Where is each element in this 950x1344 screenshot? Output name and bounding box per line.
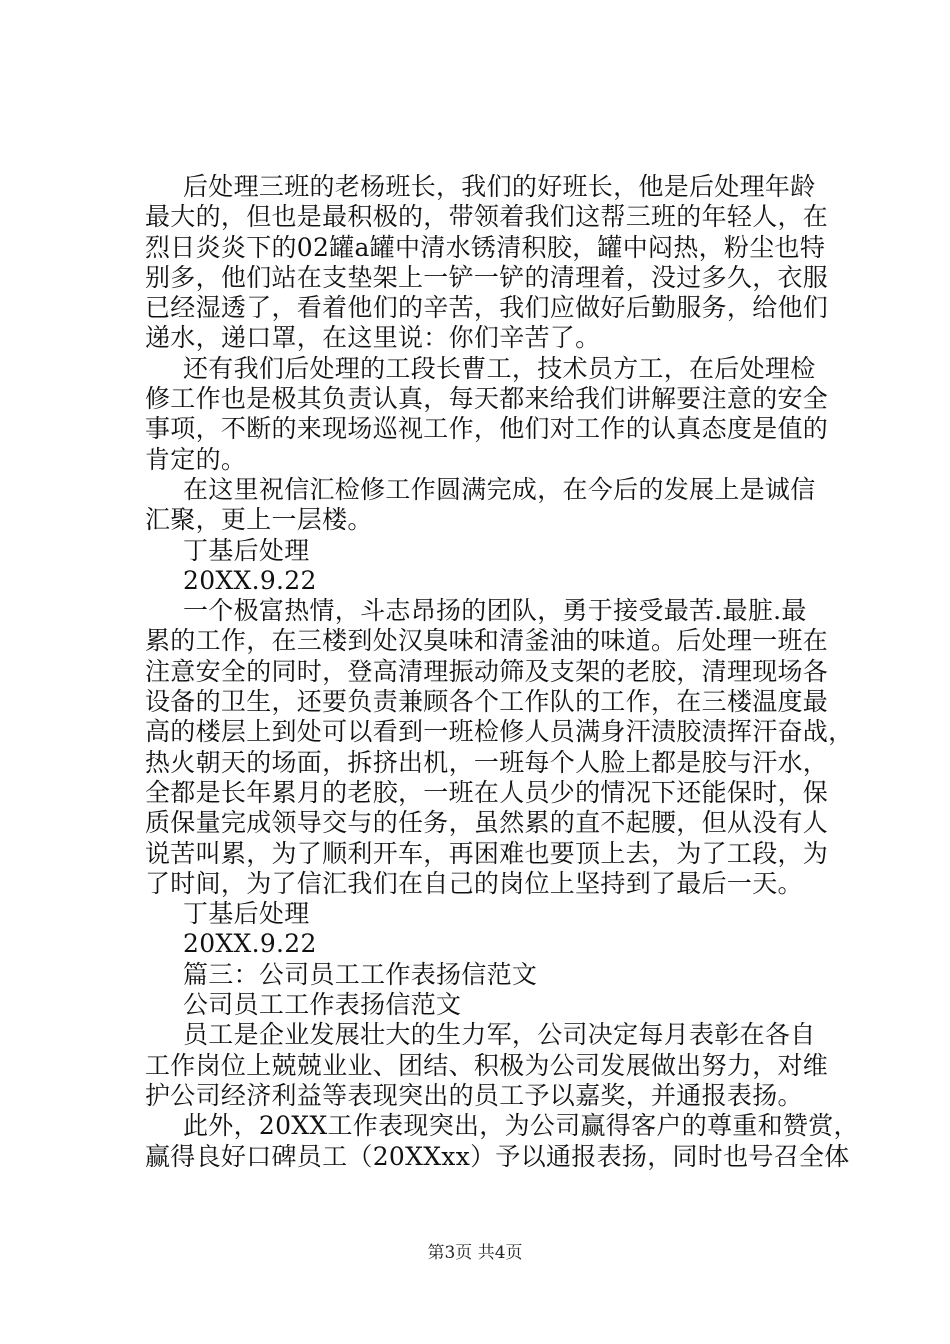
text-line: 事项，不断的来现场巡视工作，他们对工作的认真态度是值的 — [145, 414, 829, 444]
page-footer: 第3页 共4页 — [427, 1243, 523, 1263]
text-line: 篇三：公司员工工作表扬信范文 — [183, 959, 538, 989]
text-line: 别多，他们站在支垫架上一铲一铲的清理着，没过多久，衣服 — [145, 262, 829, 292]
text-line: 修工作也是极其负责认真，每天都来给我们讲解要注意的安全 — [145, 384, 829, 414]
text-line: 注意安全的同时，登高清理振动筛及支架的老胶，清理现场各 — [145, 656, 829, 686]
text-line: 此外，20XX工作表现突出，为公司赢得客户的尊重和赞赏， — [183, 1111, 859, 1141]
text-line: 20XX.9.22 — [183, 565, 317, 595]
text-line: 在这里祝信汇检修工作圆满完成，在今后的发展上是诚信 — [183, 474, 816, 504]
text-line: 最大的，但也是最积极的，带领着我们这帮三班的年轻人，在 — [145, 202, 829, 232]
text-line: 说苦叫累，为了顺利开车，再困难也要顶上去，为了工段，为 — [145, 838, 829, 868]
text-line: 汇聚，更上一层楼。 — [145, 505, 373, 535]
text-line: 递水，递口罩，在这里说：你们辛苦了。 — [145, 323, 601, 353]
text-line: 赢得良好口碑员工（20XXxx）予以通报表扬，同时也号召全体 — [145, 1141, 850, 1171]
text-line: 烈日炎炎下的02罐a罐中清水锈清积胶，罐中闷热，粉尘也特 — [145, 232, 826, 262]
text-line: 20XX.9.22 — [183, 929, 317, 959]
text-line: 设备的卫生，还要负责兼顾各个工作队的工作，在三楼温度最 — [145, 687, 829, 717]
document-body — [145, 172, 859, 1172]
text-line: 累的工作，在三楼到处汉臭味和清釜油的味道。后处理一班在 — [145, 626, 829, 656]
text-line: 公司员工工作表扬信范文 — [183, 990, 462, 1020]
text-line: 肯定的。 — [145, 444, 247, 474]
text-line: 全都是长年累月的老胶，一班在人员少的情况下还能保时，保 — [145, 777, 829, 807]
text-line: 丁基后处理 — [183, 899, 310, 929]
text-line: 员工是企业发展壮大的生力军，公司决定每月表彰在各自 — [183, 1020, 816, 1050]
text-line: 后处理三班的老杨班长，我们的好班长，他是后处理年龄 — [183, 172, 816, 201]
text-line: 一个极富热情，斗志昂扬的团队，勇于接受最苦.最脏.最 — [183, 596, 807, 626]
text-line: 护公司经济利益等表现突出的员工予以嘉奖，并通报表扬。 — [145, 1080, 803, 1110]
text-line: 了时间，为了信汇我们在自己的岗位上坚持到了最后一天。 — [145, 868, 803, 898]
text-line: 还有我们后处理的工段长曹工，技术员方工，在后处理检 — [183, 353, 816, 383]
text-line: 热火朝天的场面，拆挤出机，一班每个人脸上都是胶与汗水， — [145, 747, 829, 777]
text-line: 质保量完成领导交与的任务，虽然累的直不起腰，但从没有人 — [145, 808, 829, 838]
text-line: 高的楼层上到处可以看到一班检修人员满身汗渍胶渍挥汗奋战， — [145, 717, 854, 747]
text-line: 已经湿透了，看着他们的辛苦，我们应做好后勤服务，给他们 — [145, 293, 829, 323]
text-line: 丁基后处理 — [183, 535, 310, 565]
text-line: 工作岗位上兢兢业业、团结、积极为公司发展做出努力，对维 — [145, 1050, 829, 1080]
